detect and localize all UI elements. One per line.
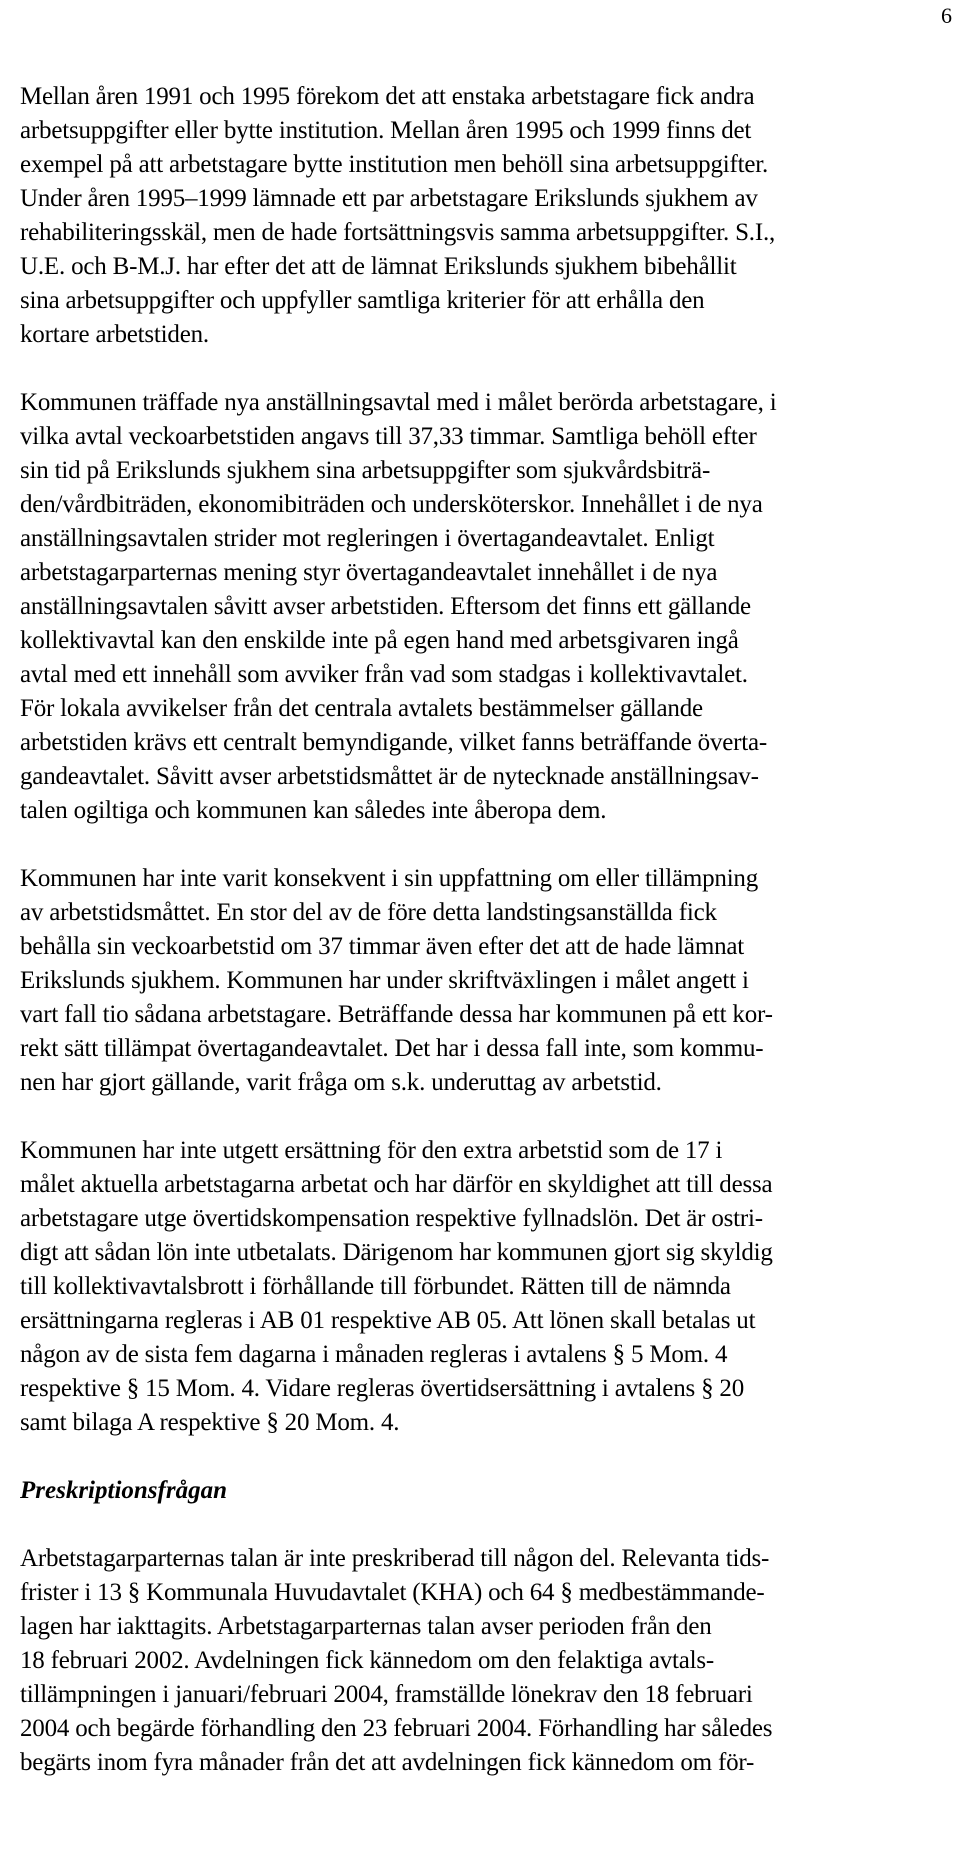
paragraph-spacer [20, 828, 950, 862]
text-line: rehabiliteringsskäl, men de hade fortsättningsvis samma arbetsuppgifter. S.I., [20, 219, 776, 246]
text-line: behålla sin veckoarbetstid om 37 timmar även efter det att de hade lämnat [20, 933, 745, 960]
text-line: Arbetstagarparternas talan är inte preskriberad till någon del. Relevanta tids- [20, 1545, 770, 1572]
text-line: Kommunen har inte varit konsekvent i sin uppfattning om eller tillämpning [20, 865, 759, 892]
text-line: Erikslunds sjukhem. Kommunen har under skriftväxlingen i målet angett i [20, 967, 749, 994]
document-body [20, 80, 950, 1780]
paragraph-spacer [20, 1508, 950, 1542]
text-line: 2004 och begärde förhandling den 23 februari 2004. Förhandling har således [20, 1715, 773, 1742]
paragraph-2 [20, 386, 950, 828]
text-line: begärts inom fyra månader från det att avdelningen fick kännedom om för- [20, 1749, 755, 1776]
text-line: vart fall tio sådana arbetstagare. Beträffande dessa har kommunen på ett kor- [20, 1001, 773, 1028]
text-line: gandeavtalet. Såvitt avser arbetstidsmåttet är de nytecknade anställningsav- [20, 763, 759, 790]
text-line: lagen har iakttagits. Arbetstagarparternas talan avser perioden från den [20, 1613, 712, 1640]
paragraph-spacer [20, 1440, 950, 1474]
text-line: digt att sådan lön inte utbetalats. Därigenom har kommunen gjort sig skyldig [20, 1239, 773, 1266]
text-line: Kommunen har inte utgett ersättning för den extra arbetstid som de 17 i [20, 1137, 723, 1164]
text-line: ersättningarna regleras i AB 01 respektive AB 05. Att lönen skall betalas ut [20, 1307, 756, 1334]
text-line: den/vårdbiträden, ekonomibiträden och undersköterskor. Innehållet i de nya [20, 491, 763, 518]
paragraph-5 [20, 1542, 950, 1780]
text-line: arbetstagarparternas mening styr övertagandeavtalet innehållet i de nya [20, 559, 718, 586]
text-line: vilka avtal veckoarbetstiden angavs till 37,33 timmar. Samtliga behöll efter [20, 423, 757, 450]
text-line: 18 februari 2002. Avdelningen fick kännedom om den felaktiga avtals- [20, 1647, 715, 1674]
paragraph-1 [20, 80, 950, 352]
text-line: anställningsavtalen strider mot regleringen i övertagandeavtalet. Enligt [20, 525, 715, 552]
text-line: frister i 13 § Kommunala Huvudavtalet (KHA) och 64 § medbestämmande- [20, 1579, 765, 1606]
text-line: exempel på att arbetstagare bytte institution men behöll sina arbetsuppgifter. [20, 151, 769, 178]
text-line: För lokala avvikelser från det centrala avtalets bestämmelser gällande [20, 695, 703, 722]
text-line: arbetstiden krävs ett centralt bemyndigande, vilket fanns beträffande överta- [20, 729, 768, 756]
text-line: U.E. och B-M.J. har efter det att de lämnat Erikslunds sjukhem bibehållit [20, 253, 737, 280]
text-line: tillämpningen i januari/februari 2004, framställde lönekrav den 18 februari [20, 1681, 753, 1708]
text-line: kortare arbetstiden. [20, 321, 209, 348]
text-line: respektive § 15 Mom. 4. Vidare regleras övertidsersättning i avtalens § 20 [20, 1375, 745, 1402]
section-heading: Preskriptionsfrågan [20, 1477, 227, 1504]
text-line: av arbetstidsmåttet. En stor del av de före detta landstingsanställda fick [20, 899, 717, 926]
paragraph-4 [20, 1134, 950, 1440]
page-number: 6 [941, 3, 952, 28]
text-line: samt bilaga A respektive § 20 Mom. 4. [20, 1409, 400, 1436]
paragraph-spacer [20, 1100, 950, 1134]
paragraph-3 [20, 862, 950, 1100]
text-line: någon av de sista fem dagarna i månaden regleras i avtalens § 5 Mom. 4 [20, 1341, 728, 1368]
text-line: kollektivavtal kan den enskilde inte på egen hand med arbetsgivaren ingå [20, 627, 739, 654]
text-line: sina arbetsuppgifter och uppfyller samtliga kriterier för att erhålla den [20, 287, 705, 314]
text-line: rekt sätt tillämpat övertagandeavtalet. Det har i dessa fall inte, som kommu- [20, 1035, 764, 1062]
paragraph-spacer [20, 352, 950, 386]
text-line: sin tid på Erikslunds sjukhem sina arbetsuppgifter som sjukvårdsbiträ- [20, 457, 711, 484]
text-line: avtal med ett innehåll som avviker från vad som stadgas i kollektivavtalet. [20, 661, 748, 688]
text-line: målet aktuella arbetstagarna arbetat och har därför en skyldighet att till dessa [20, 1171, 773, 1198]
text-line: talen ogiltiga och kommunen kan således inte åberopa dem. [20, 797, 607, 824]
text-line: nen har gjort gällande, varit fråga om s.k. underuttag av arbetstid. [20, 1069, 662, 1096]
text-line: arbetsuppgifter eller bytte institution. Mellan åren 1995 och 1999 finns det [20, 117, 752, 144]
text-line: Kommunen träffade nya anställningsavtal med i målet berörda arbetstagare, i [20, 389, 777, 416]
text-line: Under åren 1995–1999 lämnade ett par arbetstagare Erikslunds sjukhem av [20, 185, 758, 212]
text-line: anställningsavtalen såvitt avser arbetstiden. Eftersom det finns ett gällande [20, 593, 751, 620]
text-line: till kollektivavtalsbrott i förhållande till förbundet. Rätten till de nämnda [20, 1273, 731, 1300]
text-line: Mellan åren 1991 och 1995 förekom det att enstaka arbetstagare fick andra [20, 83, 755, 110]
text-line: arbetstagare utge övertidskompensation respektive fyllnadslön. Det är ostri- [20, 1205, 763, 1232]
